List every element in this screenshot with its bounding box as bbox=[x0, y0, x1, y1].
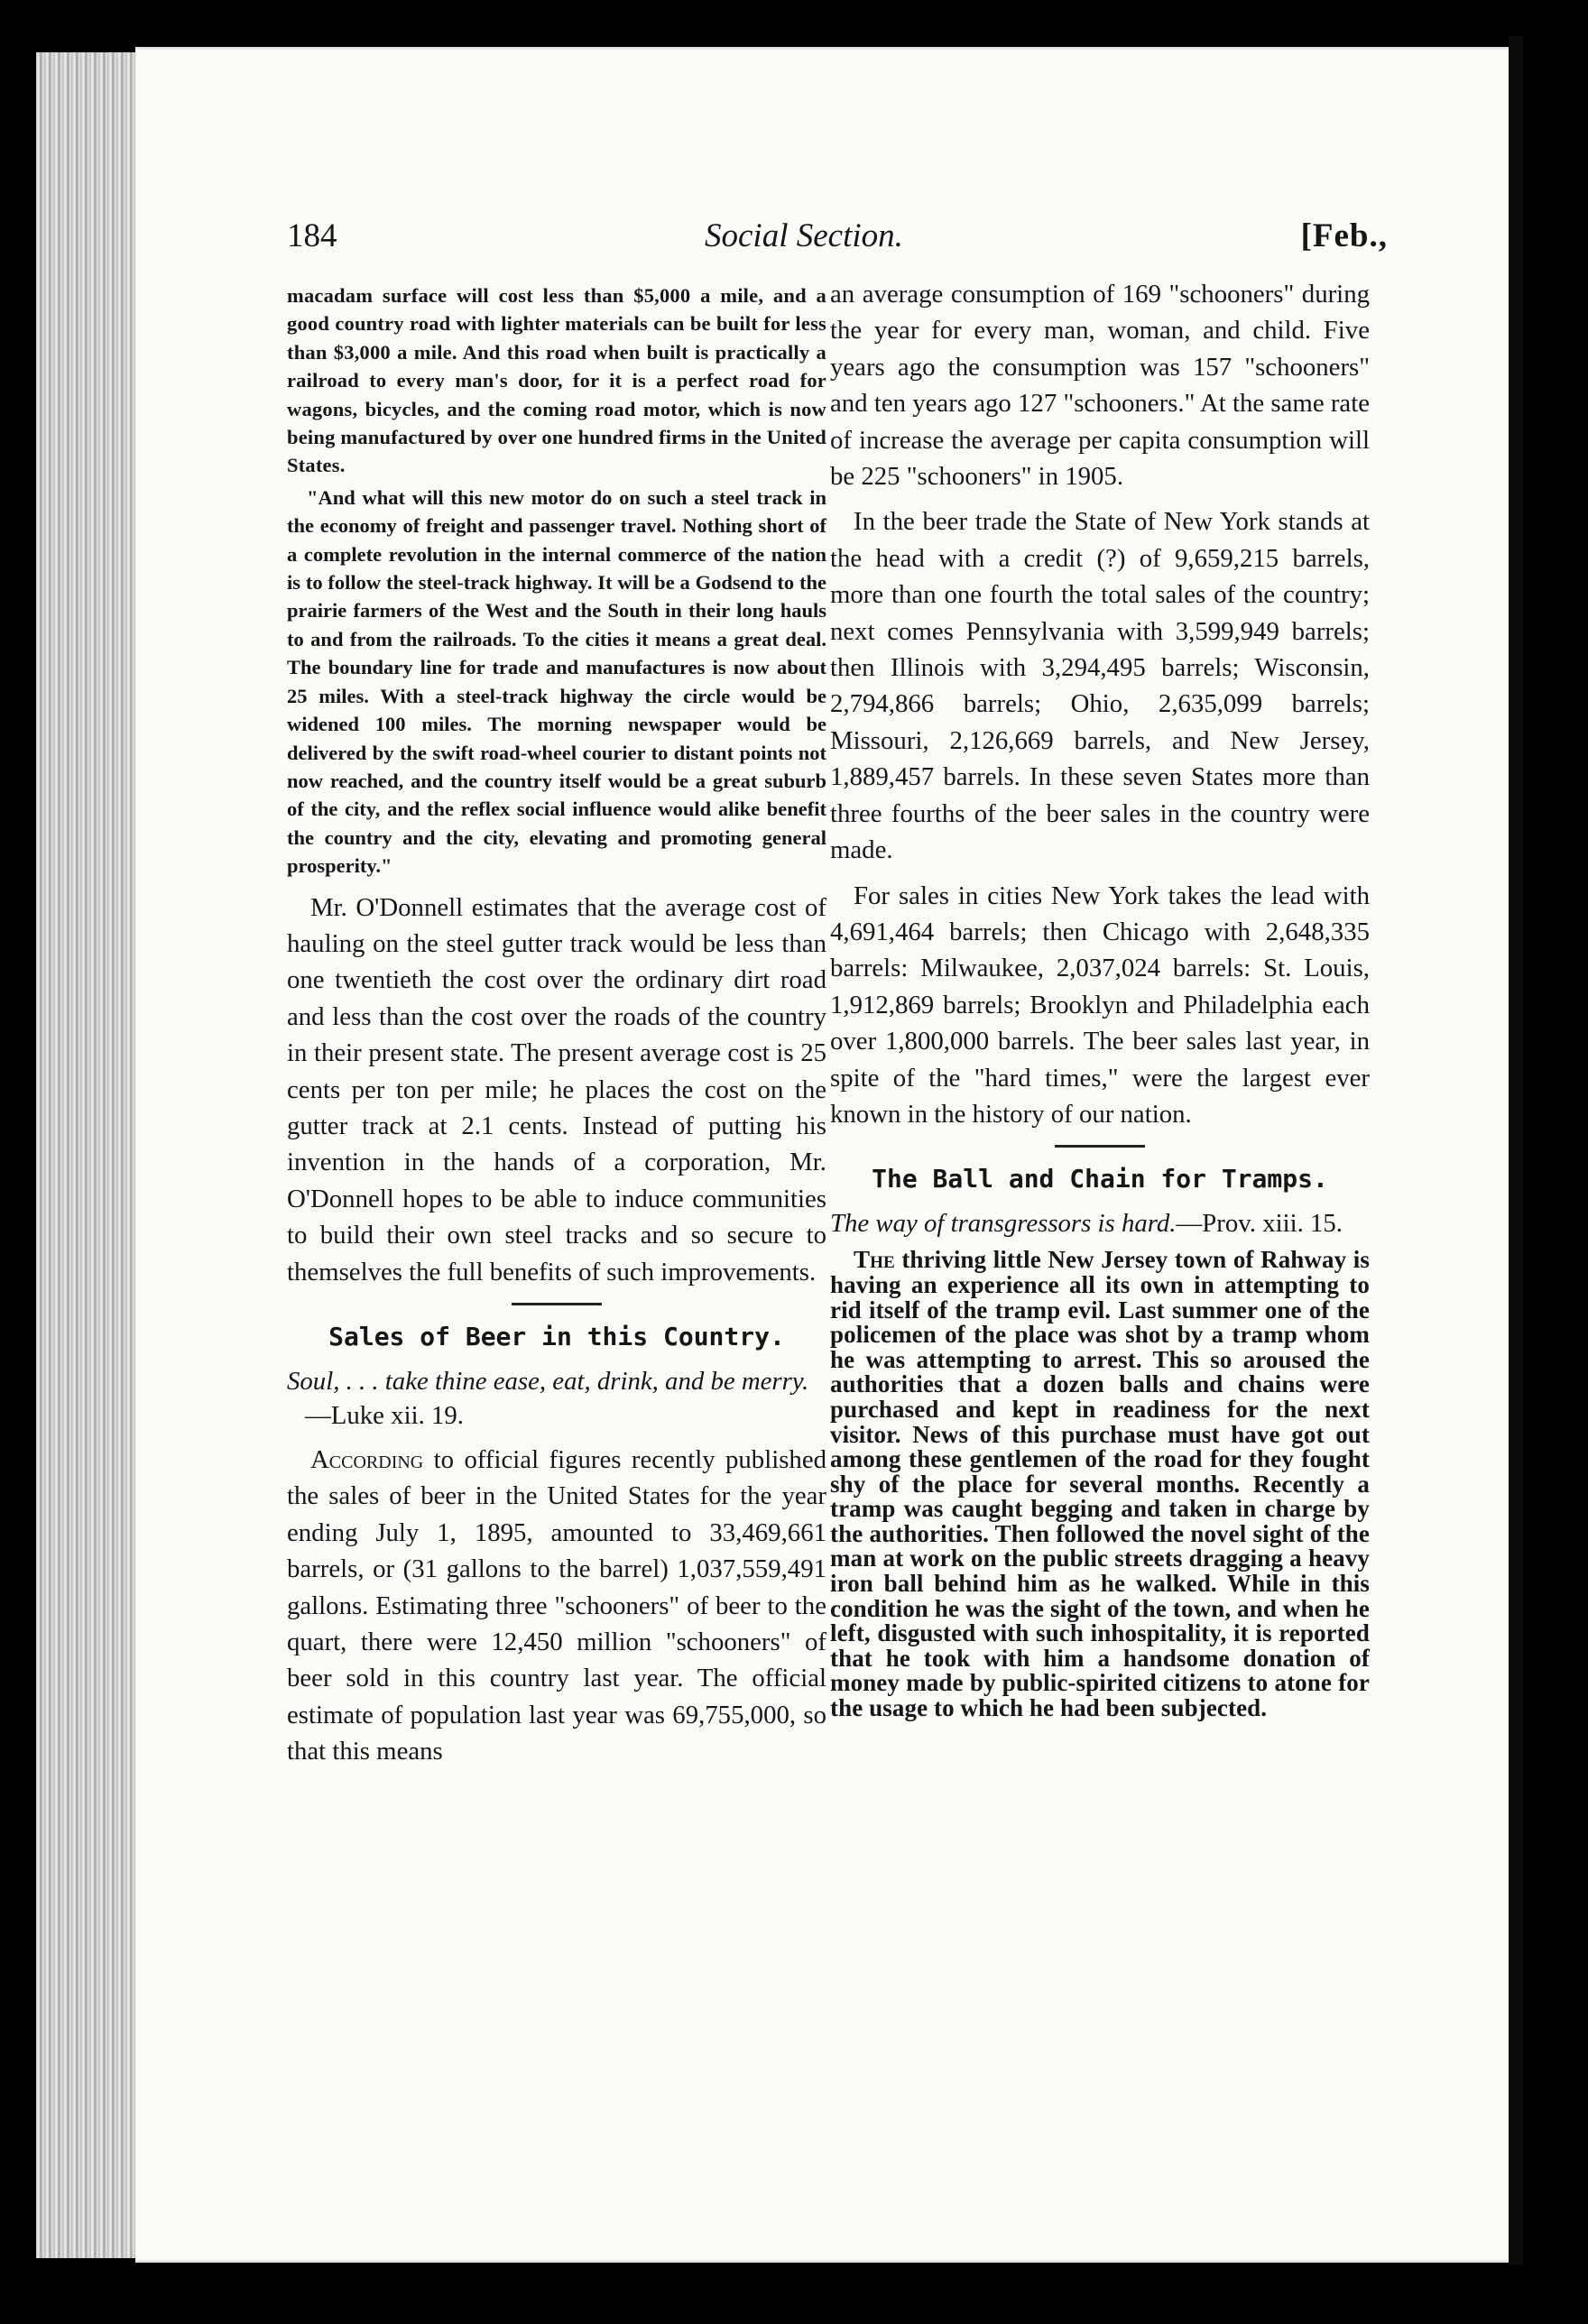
gutter-shadow bbox=[1509, 36, 1523, 2264]
beer-epigraph-ref: —Luke xii. 19. bbox=[305, 1401, 464, 1430]
tramp-epigraph-text: The way of transgressors is hard. bbox=[830, 1209, 1177, 1239]
road-quote-paragraph: "And what will this new motor do on such a steel track in the economy of freight and passenger travel. Nothing short of a complete revolution in the internal commerce of the nation is to follow the steel-track highway. It will be a Godsend to the prairie farmers of the West and the South in their long hauls to and from the railroads. To the cities it means a great deal. The boundary line for trade and manufactures is now about 25 miles. With a steel-track highway the circle would be widened 100 miles. The morning newspaper would be delivered by the swift road-wheel courier to distant points not now reached, and the country itself would be a great suburb of the city, and the reflex social influence would alike benefit the country and the city, elevating and promoting general prosperity." bbox=[287, 485, 826, 878]
tramp-epigraph bbox=[830, 1206, 1370, 1240]
tramp-lead-in: The bbox=[854, 1246, 895, 1274]
tramp-section-heading: The Ball and Chain for Tramps. bbox=[872, 1164, 1328, 1194]
section-divider bbox=[512, 1303, 602, 1305]
right-column bbox=[830, 276, 1370, 1721]
section-title: Social Section. bbox=[705, 217, 903, 254]
left-column bbox=[287, 281, 826, 1770]
month-label: [Feb., bbox=[1300, 217, 1388, 254]
book-page-edges bbox=[36, 52, 137, 2258]
section-divider bbox=[1055, 1145, 1145, 1148]
beer-paragraph-1-continued: an average consumption of 169 "schooners" during the year for every man, woman, and child. Five years ago the consumption was 157 "schooners" and ten years ago 127 "schooners." At the same rate of increase the average per capita consumption will be 225 "schooners" in 1905. bbox=[830, 280, 1370, 492]
tramp-paragraph bbox=[830, 1248, 1370, 1720]
beer-section-heading: Sales of Beer in this Country. bbox=[328, 1322, 785, 1351]
tramp-epigraph-ref: —Prov. xiii. 15. bbox=[1176, 1209, 1343, 1239]
beer-paragraph-1 bbox=[287, 1442, 826, 1770]
road-paragraph-1: macadam surface will cost less than $5,000 a mile, and a good country road with lighter materials can be built for less than $3,000 a mile. And this road when built is practically a railroad to every man's door, for it is a perfect road for wagons, bicycles, and the coming road motor, which is now being manufactured by over one hundred firms in the United States. bbox=[287, 284, 826, 477]
page-number: 184 bbox=[287, 217, 337, 254]
beer-lead-in: According bbox=[310, 1445, 424, 1474]
odonnell-paragraph: Mr. O'Donnell estimates that the average cost of hauling on the steel gutter track would be less than one twentieth the cost over the ordinary dirt road and less than the cost over the roads of the country in their present state. The present average cost is 25 cents per ton per mile; he places the cost on the gutter track at 2.1 cents. Instead of putting his invention in the hands of a corporation, Mr. O'Donnell hopes to be able to induce communities to build their own steel tracks and so secure to themselves the full benefits of such improvements. bbox=[287, 892, 826, 1286]
beer-epigraph-text: Soul, . . . take thine ease, eat, drink, and be merry. bbox=[287, 1367, 809, 1396]
beer-epigraph bbox=[287, 1364, 826, 1433]
tramp-paragraph-text: thriving little New Jersey town of Rahway is having an experience all its own in attempting to rid itself of the tramp evil. Last summer one of the policemen of the place was shot by a tramp whom he was attempting to arrest. This so aroused the authorities that a dozen balls and chains were purchased and kept in readiness for the next visitor. News of this purchase must have got out among these gentlemen of the road for they fought shy of the place for several months. Recently a tramp was caught begging and taken in charge by the authorities. Then followed the novel sight of the man at work on the public streets dragging a heavy iron ball behind him as he walked. While in this condition he was the sight of the town, and when he left, disgusted with such inhospitality, it is reported that he took with him a handsome donation of money made by public-spirited citizens to atone for the usage to which he had been subjected. bbox=[830, 1246, 1370, 1722]
running-header bbox=[287, 209, 1388, 263]
beer-paragraph-2: In the beer trade the State of New York stands at the head with a credit (?) of 9,659,215 barrels, more than one fourth the total sales of the country; next comes Pennsylvania with 3,599,949 barrels; then Illinois with 3,294,495 barrels; Wisconsin, 2,794,866 barrels; Ohio, 2,635,099 barrels; Missouri, 2,126,669 barrels, and New Jersey, 1,889,457 barrels. In these seven States more than three fourths of the beer sales in the country were made. bbox=[830, 507, 1370, 865]
beer-paragraph-3: For sales in cities New York takes the lead with 4,691,464 barrels; then Chicago with 2,648,335 barrels: Milwaukee, 2,037,024 barrels: St. Louis, 1,912,869 barrels; Brooklyn and Philadelphia each over 1,800,000 barrels. The beer sales last year, in spite of the "hard times," were the largest ever known in the history of our nation. bbox=[830, 881, 1370, 1129]
beer-paragraph-1-text: to official figures recently published the sales of beer in the United States for the year ending July 1, 1895, amounted to 33,469,661 barrels, or (31 gallons to the barrel) 1,037,559,491 gallons. Estimating three "schooners" of beer to the quart, there were 12,450 million "schooners" of beer sold in this country last year. The official estimate of population last year was 69,755,000, so that this means bbox=[287, 1445, 826, 1766]
